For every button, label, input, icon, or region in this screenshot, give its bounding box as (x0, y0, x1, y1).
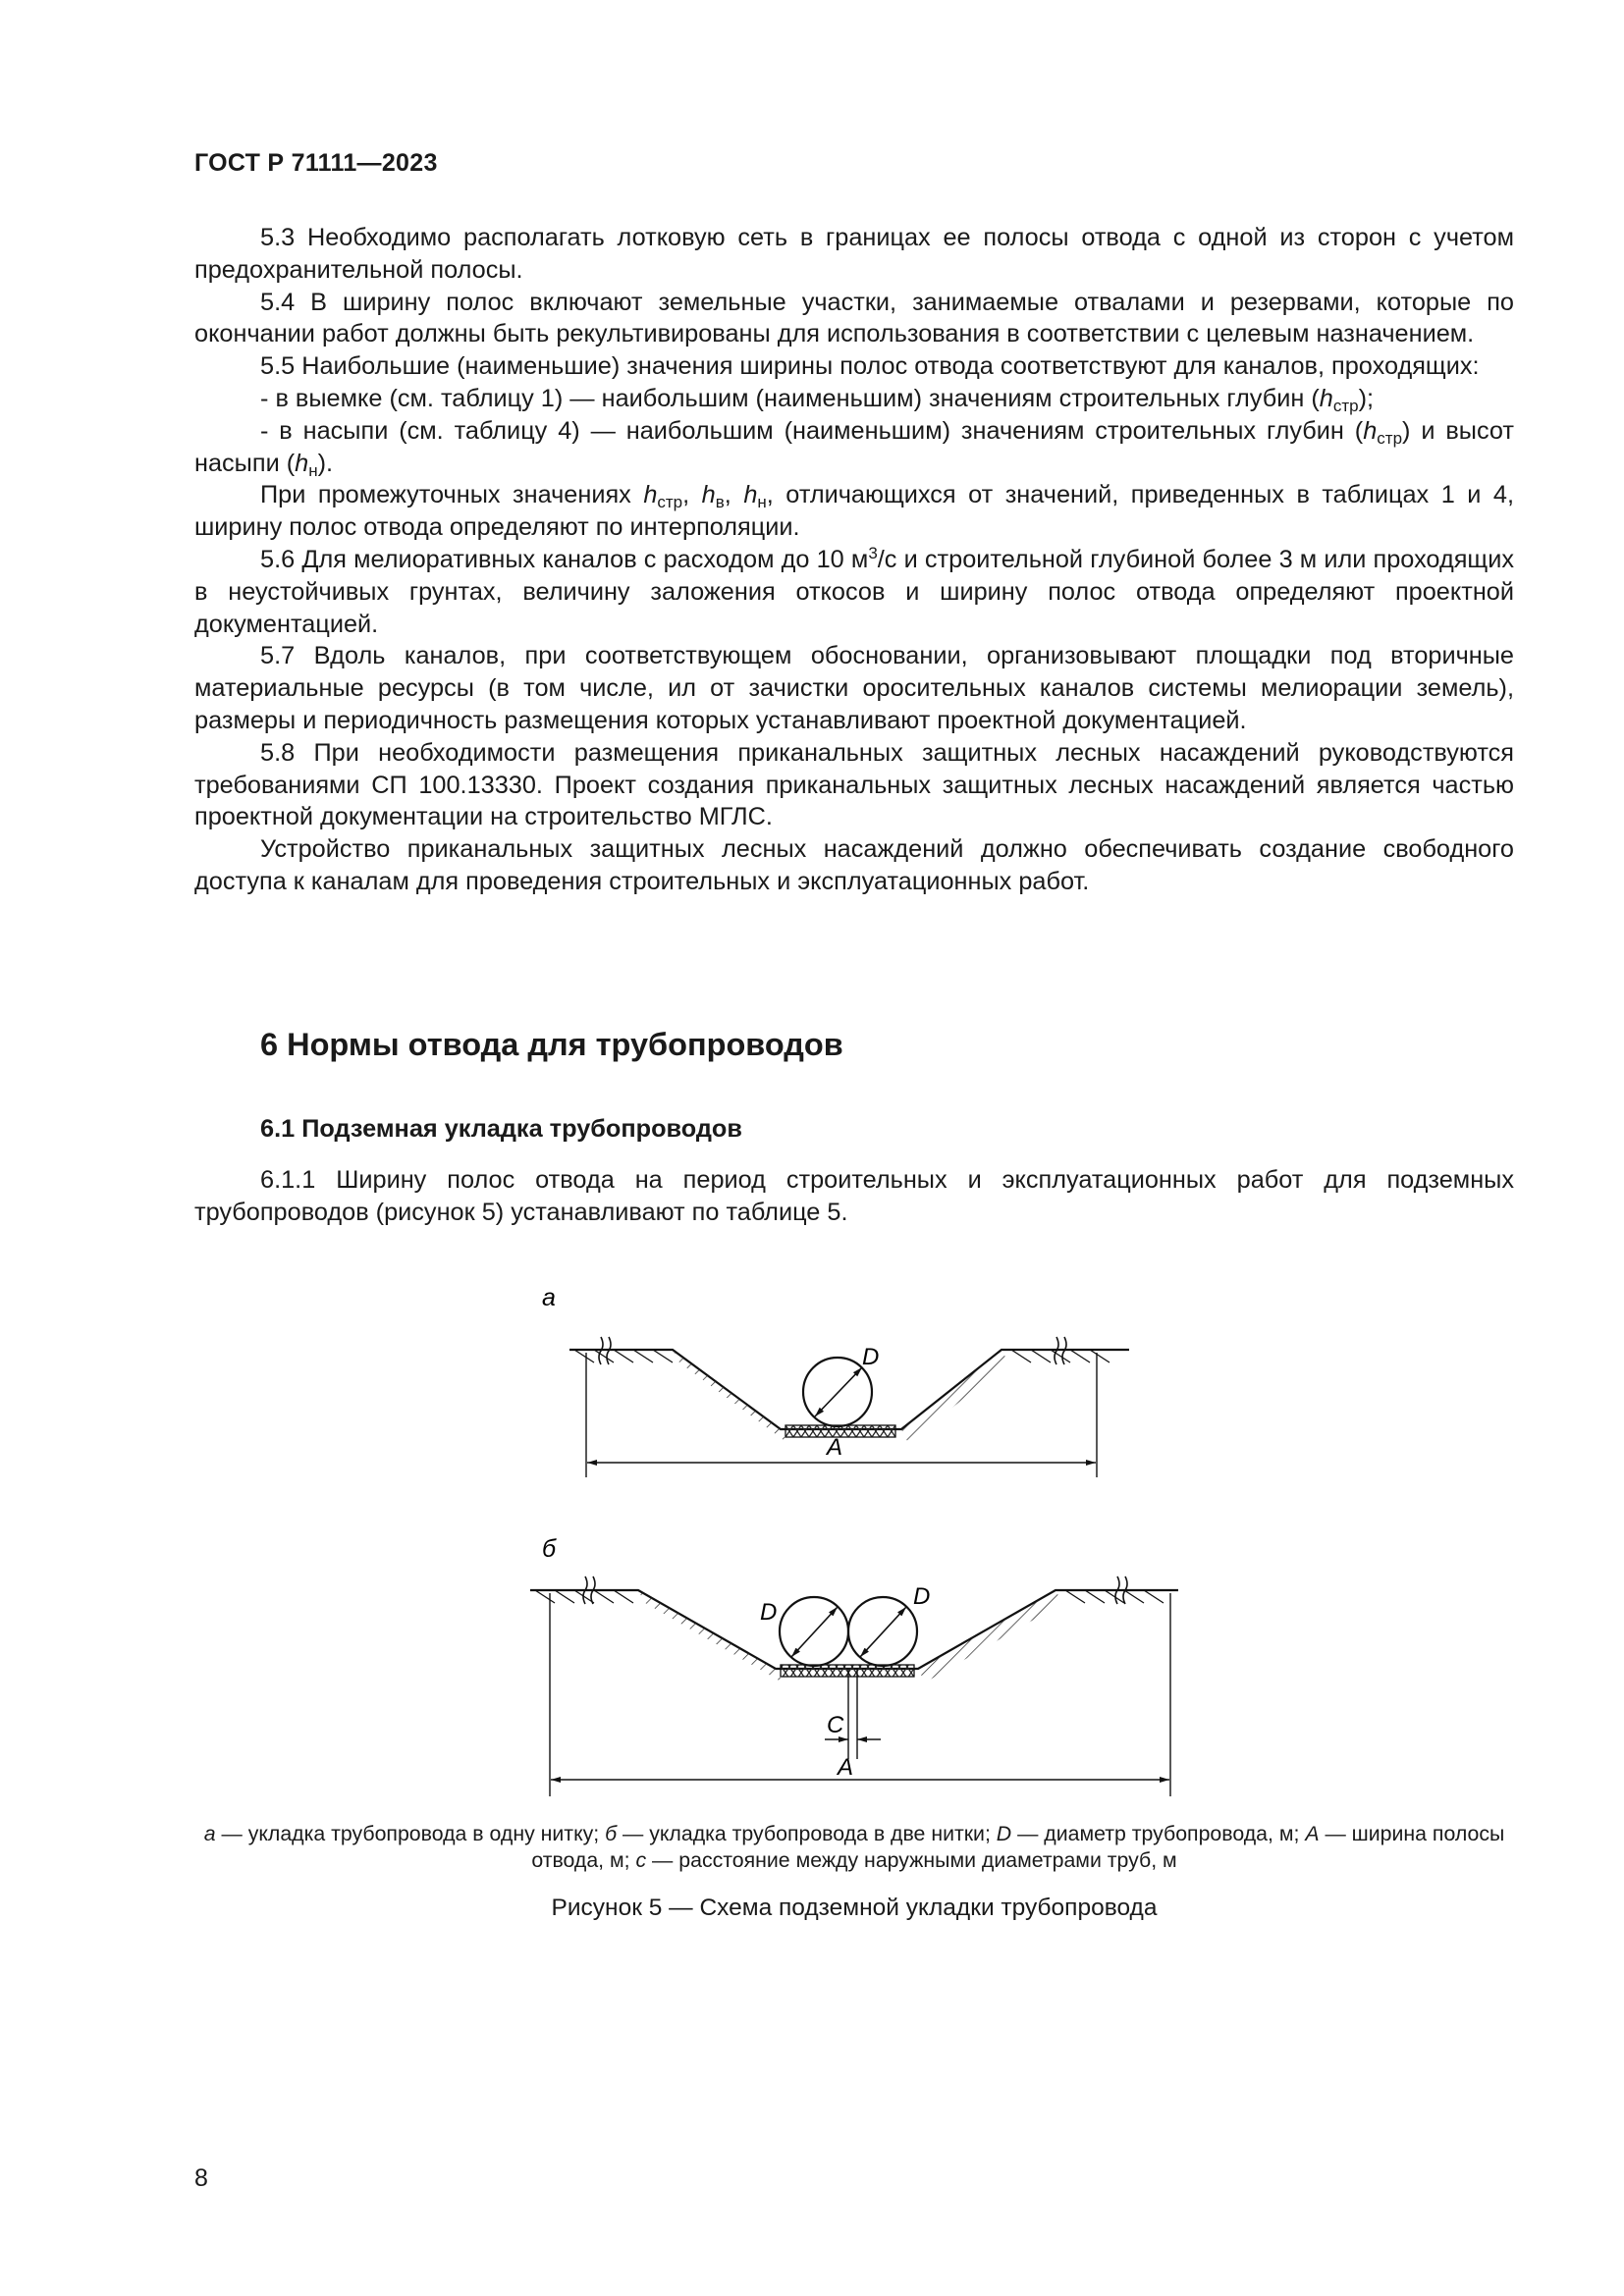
label-A-b: A (838, 1754, 854, 1781)
paragraph-5-8-cont: Устройство приканальных защитных лесных насаждений должно обеспечивать создание свободного доступа к каналам для проведения строительных и эксплуатационных работ. (194, 835, 1514, 895)
paragraph-5-8: 5.8 При необходимости размещения приканальных защитных лесных насаждений руководствуются требованиями СП 100.13330. Проект создания приканальных защитных лесных насаждений является частью проектной документации на строительство МГЛС. (194, 738, 1514, 831)
figure-caption: Рисунок 5 — Схема подземной укладки трубопровода (551, 1895, 1158, 1921)
section-6-title: 6 Нормы отвода для трубопроводов (260, 1027, 843, 1062)
paragraph-5-4: 5.4 В ширину полос включают земельные участки, занимаемые отвалами и резервами, которые по окончании работ должны быть рекультивированы для использования в соответствии с целевым назначением. (194, 288, 1514, 348)
dimension-a-diameter (815, 1367, 862, 1416)
paragraph-5-6: 5.6 Для мелиоративных каналов с расходом до 10 $м^3/с$ и строительной глубиной более 3 м или проходящих в неустойчивых грунтах, величину заложения откосов и ширину полос отвода определяют проектной документацией. (194, 543, 1514, 638)
figure-label-b: б (542, 1535, 557, 1563)
trench-a (569, 1337, 1129, 1477)
paragraph-5-3: 5.3 Необходимо располагать лотковую сеть в границах ее полосы отвода с одной из сторон с учетом предохранительной полосы. (194, 224, 1514, 284)
bullet-cut: - в выемке (см. таблицу 1) — наибольшим (наименьшим) значениям строительных глубин $(h_{стр})$; (260, 384, 1375, 415)
bullet-fill: - в насыпи (см. таблицу 4) — наибольшим (наименьшим) значениям строительных глубин $(h_{стр})$ и высот насыпи $(h_н)$. (194, 416, 1514, 480)
paragraph-5-5: 5.5 Наибольшие (наименьшие) значения ширины полос отвода соответствуют для каналов, проходящих: (260, 352, 1480, 381)
label-A-a: A (827, 1434, 843, 1461)
label-D-b2: D (913, 1583, 931, 1610)
label-C-b: C (827, 1712, 844, 1738)
paragraph-5-7: 5.7 Вдоль каналов, при соответствующем обосновании, организовывают площадки под вторичные материальные ресурсы (в том числе, ил от зачистки оросительных каналов системы мелиорации земель), размеры и периодичность размещения которых устанавливают проектной документацией. (194, 642, 1514, 734)
paragraph-interpolation: При промежуточных значениях $h_{стр}$, $h_в$, $h_н$, отличающихся от значений, приведенных в таблицах 1 и 4, ширину полос отвода определяют по интерполяции. (194, 481, 1514, 542)
trench-b (530, 1576, 1178, 1796)
dimension-b-diameter-1 (791, 1607, 838, 1657)
document-header: ГОСТ Р 71111—2023 (194, 149, 438, 177)
figure-label-a: а (542, 1284, 556, 1311)
dimension-b-diameter-2 (860, 1607, 906, 1657)
subsection-6-1-title: 6.1 Подземная укладка трубопроводов (260, 1115, 742, 1143)
page-number: 8 (194, 2164, 208, 2192)
figure-legend: а — укладка трубопровода в одну нитку; б — укладка трубопровода в две нитки; D — диаметр трубопровода, м; А — ширина полосы отвода, м; с — расстояние между наружными диаметрами труб, м (203, 1822, 1505, 1872)
label-D-a: D (862, 1344, 880, 1370)
paragraph-6-1-1: 6.1.1 Ширину полос отвода на период строительных и эксплуатационных работ для подземных трубопроводов (рисунок 5) устанавливают по таблице 5. (194, 1166, 1514, 1226)
label-D-b1: D (760, 1599, 778, 1626)
